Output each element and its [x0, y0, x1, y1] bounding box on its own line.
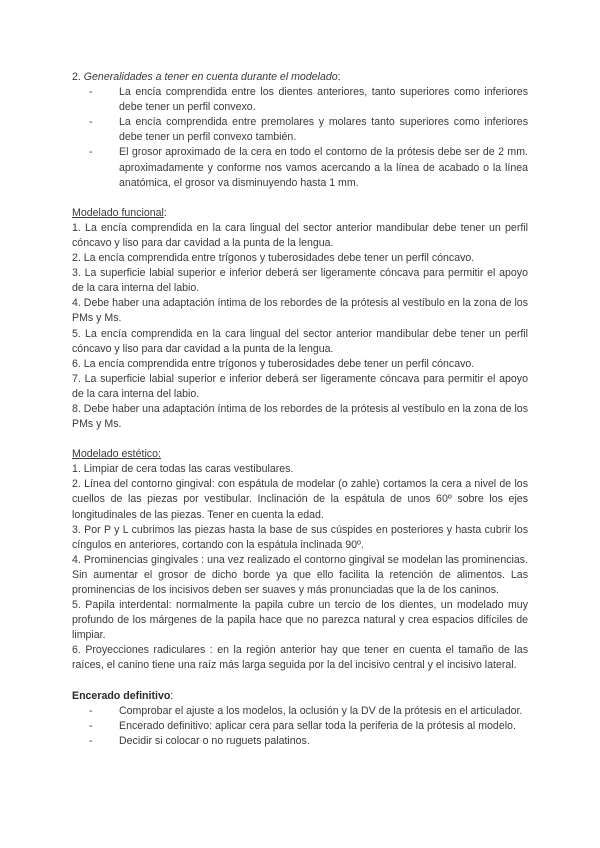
bullet-item: - Comprobar el ajuste a los modelos, la oclusión y la DV de la prótesis en el articulador.: [89, 704, 528, 719]
estetico-list: [72, 462, 528, 673]
funcional-list: [72, 221, 528, 432]
list-item: 3. La superficie labial superior e inferior deberá ser ligeramente cóncava para permitir el apoyo de la cara interna del labio.: [72, 267, 528, 295]
list-item: 4. Debe haber una adaptación íntima de los rebordes de la prótesis al vestíbulo en la zona de los PMs y Ms.: [72, 297, 528, 325]
spacer: [72, 432, 528, 447]
list-item: 1. Limpiar de cera todas las caras vestibulares.: [72, 463, 294, 476]
list-item: 6. La encía comprendida entre trígonos y tuberosidades debe tener un perfil cóncavo.: [72, 357, 475, 370]
bullet-item: - El grosor aproximado de la cera en todo el contorno de la prótesis debe ser de 2 mm. aproximadamente y conforme nos vamos acercando a la línea de acabado o la línea anatómica, el grosor va disminuyendo hasta 1 mm.: [89, 145, 528, 190]
estetico-title: Modelado estético:: [72, 448, 161, 461]
section-2-heading: [72, 70, 528, 85]
list-item: 2. La encía comprendida entre trígonos y tuberosidades debe tener un perfil cóncavo.: [72, 252, 475, 265]
bullet-item: - Encerado definitivo: aplicar cera para sellar toda la periferia de la prótesis al modelo.: [89, 719, 528, 734]
funcional-heading: [72, 206, 528, 221]
list-item: 1. La encía comprendida en la cara lingual del sector anterior mandibular debe tener un perfil cóncavo y liso para dar cavidad a la punta de la lengua.: [72, 221, 528, 249]
encerado-title: Encerado definitivo: [72, 689, 171, 702]
list-item: 5. La encía comprendida en la cara lingual del sector anterior mandibular debe tener un perfil cóncavo y liso para dar cavidad a la punta de la lengua.: [72, 327, 528, 355]
funcional-colon: :: [163, 206, 167, 219]
bullet-item: - La encía comprendida entre los dientes anteriores, tanto superiores como inferiores debe tener un perfil convexo.: [89, 85, 528, 115]
section-2-bullet-list: [72, 85, 528, 191]
encerado-bullet-list: [72, 704, 528, 749]
list-item: 8. Debe haber una adaptación íntima de los rebordes de la prótesis al vestíbulo en la zona de los PMs y Ms.: [72, 402, 528, 431]
bullet-item: - Decidir si colocar o no ruguets palatinos.: [89, 734, 528, 749]
encerado-colon: :: [170, 689, 174, 702]
section-2-number: 2.: [72, 71, 81, 83]
bullet-item: - La encía comprendida entre premolares y molares tanto superiores como inferiores debe tener un perfil convexo también.: [89, 115, 528, 145]
section-2-colon: :: [337, 71, 341, 83]
document-page: [72, 70, 528, 749]
encerado-heading: [72, 689, 528, 704]
section-2-title: Generalidades a tener en cuenta durante el modelado: [83, 71, 338, 83]
list-item: 5. Papila interdental: normalmente la papila cubre un tercio de los dientes, un modelado muy profundo de los márgenes de la papila hace que no parezca natural y crea espacios difíciles de limpiar.: [72, 599, 528, 642]
list-item: 4. Prominencias gingivales : una vez realizado el contorno gingival se modelan las prominencias. Sin aumentar el grosor de dicho borde ya que ello facilita la retención de alimentos. Las prominencias de los incisivos deben ser suaves y más pronunciadas que la de los caninos.: [72, 553, 528, 596]
list-item: 7. La superficie labial superior e inferior deberá ser ligeramente cóncava para permitir el apoyo de la cara interna del labio.: [72, 372, 528, 400]
list-item: 6. Proyecciones radiculares : en la región anterior hay que tener en cuenta el tamaño de las raíces, el canino tiene una raíz más larga seguida por la del incisivo central y el incisivo lateral.: [72, 644, 528, 672]
estetico-heading: [72, 447, 528, 462]
list-item: 2. Línea del contorno gingival: con espátula de modelar (o zahle) cortamos la cera a nivel de los cuellos de las piezas por vestibular. Inclinación de la espátula de unos 60º sobre los ejes longitudinales de las piezas. Tener en cuenta la edad.: [72, 478, 528, 521]
funcional-title: Modelado funcional: [72, 206, 164, 219]
spacer: [72, 674, 528, 689]
list-item: 3. Por P y L cubrimos las piezas hasta la base de sus cúspides en posteriores y hasta cubrir los cíngulos en anteriores, cortando con la espátula inclinada 90º.: [72, 523, 528, 551]
spacer: [72, 191, 528, 206]
